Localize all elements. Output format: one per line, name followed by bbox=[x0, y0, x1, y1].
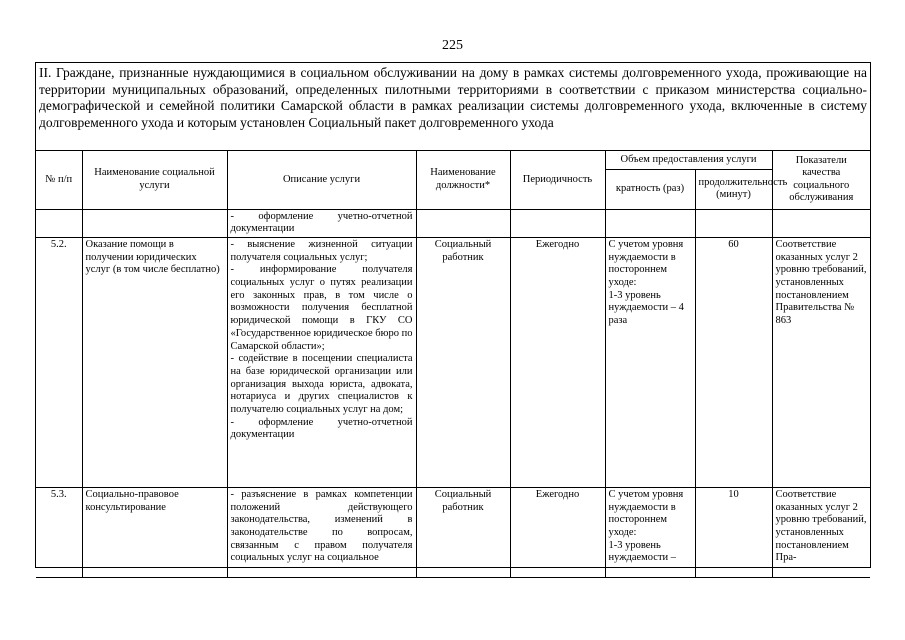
header-description: Описание услуги bbox=[227, 151, 416, 209]
row-description: - выяснение жизненной ситуации получателя социальных услуг; - информирование получателя социальных услуг о путях реализации его законных прав, в том числе о возможности получения бесплатной юридической помощи в ГКУ СО «Государственное юридическое бюро по Самарской области»; - содействие в посещении специалиста на базе юридической организации или организация выхода юриста, адвоката, нотариуса и других специалистов к получателю социальных услуг на дом; - оформление учетно-отчетной документации bbox=[227, 237, 416, 487]
row-quality bbox=[772, 209, 870, 237]
header-periodicity: Периодичность bbox=[510, 151, 605, 209]
row-service-name bbox=[82, 209, 227, 237]
row-position: Социальный работник bbox=[416, 487, 510, 577]
row-periodicity: Ежегодно bbox=[510, 487, 605, 577]
header-duration: продолжительность (минут) bbox=[695, 169, 772, 209]
row-num bbox=[36, 209, 82, 237]
row-multiplicity: С учетом уровня нуждаемости в постороннем уходе: 1-3 уровень нуждаемости – bbox=[605, 487, 695, 577]
header-multiplicity: кратность (раз) bbox=[605, 169, 695, 209]
header-service-name: Наименование социальной услуги bbox=[82, 151, 227, 209]
header-quality: Показатели качества социального обслуживания bbox=[772, 151, 870, 209]
services-table bbox=[36, 151, 870, 578]
row-multiplicity: С учетом уровня нуждаемости в постороннем уходе: 1-3 уровень нуждаемости – 4 раза bbox=[605, 237, 695, 487]
row-num: 5.2. bbox=[36, 237, 82, 487]
row-position: Социальный работник bbox=[416, 237, 510, 487]
table-row bbox=[36, 209, 870, 237]
document-table-frame bbox=[35, 62, 871, 568]
table-row bbox=[36, 487, 870, 577]
row-periodicity: Ежегодно bbox=[510, 237, 605, 487]
row-duration: 60 bbox=[695, 237, 772, 487]
page-number: 225 bbox=[442, 38, 463, 53]
row-quality: Соответствие оказанных услуг 2 уровню требований, установленных постановлением Правительства № 863 bbox=[772, 237, 870, 487]
row-description: - оформление учетно-отчетной документации bbox=[227, 209, 416, 237]
row-periodicity bbox=[510, 209, 605, 237]
row-duration bbox=[695, 209, 772, 237]
row-description: - разъяснение в рамках компетенции положений действующего законодательства, изменений в законодательстве по вопросам, связанным с правом получателя социальных услуг на социальное bbox=[227, 487, 416, 577]
table-row bbox=[36, 237, 870, 487]
header-position: Наименование должности* bbox=[416, 151, 510, 209]
row-service-name: Социально-правовое консультирование bbox=[82, 487, 227, 577]
row-num: 5.3. bbox=[36, 487, 82, 577]
header-volume: Объем предоставления услуги bbox=[605, 151, 772, 169]
row-position bbox=[416, 209, 510, 237]
header-num: № п/п bbox=[36, 151, 82, 209]
row-quality: Соответствие оказанных услуг 2 уровню требований, установленных постановлением Пра- bbox=[772, 487, 870, 577]
section-heading: II. Граждане, признанные нуждающимися в социальном обслуживании на дому в рамках системы долговременного ухода, проживающие на территории муниципальных образований, определенных пилотными территориями в соответствии с приказом министерства социально-демографической и семейной политики Самарской области в рамках реализации системы долговременного ухода, включенные в систему долговременного ухода и которым установлен Социальный пакет долговременного ухода bbox=[36, 63, 870, 151]
row-service-name: Оказание помощи в получении юридических услуг (в том числе бесплатно) bbox=[82, 237, 227, 487]
row-duration: 10 bbox=[695, 487, 772, 577]
row-multiplicity bbox=[605, 209, 695, 237]
